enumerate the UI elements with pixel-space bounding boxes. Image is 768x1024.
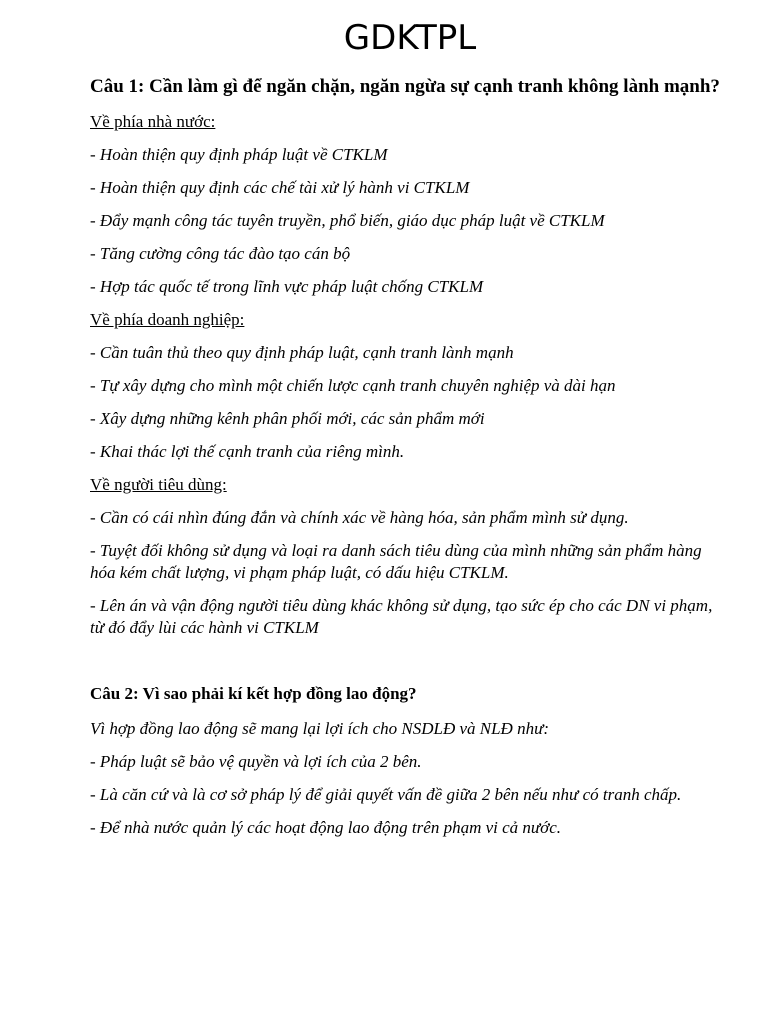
section-state xyxy=(90,111,728,298)
list-item: - Để nhà nước quản lý các hoạt động lao động trên phạm vi cả nước. xyxy=(90,818,562,837)
document-title: GDKTPL xyxy=(343,18,477,58)
list-item: - Xây dựng những kênh phân phối mới, các sản phẩm mới xyxy=(90,409,485,428)
question-2-heading: Câu 2: Vì sao phải kí kết hợp đồng lao động? xyxy=(90,684,417,703)
list-item: - Cần có cái nhìn đúng đắn và chính xác về hàng hóa, sản phẩm mình sử dụng. xyxy=(90,508,629,527)
section-heading-business: Về phía doanh nghiệp: xyxy=(90,310,245,329)
list-item: - Là căn cứ và là cơ sở pháp lý để giải quyết vấn đề giữa 2 bên nếu như có tranh chấp. xyxy=(90,785,682,804)
list-item: - Tăng cường công tác đào tạo cán bộ xyxy=(90,244,351,263)
question-1-heading: Câu 1: Cần làm gì để ngăn chặn, ngăn ngừa sự cạnh tranh không lành mạnh? xyxy=(90,76,720,97)
section-labor-contract xyxy=(90,718,728,839)
list-item: - Pháp luật sẽ bảo vệ quyền và lợi ích của 2 bên. xyxy=(90,752,422,771)
list-item: - Đẩy mạnh công tác tuyên truyền, phổ biến, giáo dục pháp luật về CTKLM xyxy=(90,211,605,230)
list-item: - Lên án và vận động người tiêu dùng khác không sử dụng, tạo sức ép cho các DN vi phạm, từ đó đẩy lùi các hành vi CTKLM xyxy=(90,596,713,637)
list-item: - Cần tuân thủ theo quy định pháp luật, cạnh tranh lành mạnh xyxy=(90,343,514,362)
list-item: - Hợp tác quốc tế trong lĩnh vực pháp luật chống CTKLM xyxy=(90,277,484,296)
section-business xyxy=(90,309,728,463)
section-consumer xyxy=(90,474,728,639)
question-2-intro: Vì hợp đồng lao động sẽ mang lại lợi ích cho NSDLĐ và NLĐ như: xyxy=(90,719,550,738)
section-heading-consumer: Về người tiêu dùng: xyxy=(90,475,227,494)
list-item: - Hoàn thiện quy định pháp luật về CTKLM xyxy=(90,145,388,164)
section-heading-state: Về phía nhà nước: xyxy=(90,112,216,131)
list-item: - Khai thác lợi thế cạnh tranh của riêng mình. xyxy=(90,442,405,461)
list-item: - Tuyệt đối không sử dụng và loại ra danh sách tiêu dùng của mình những sản phẩm hàng hóa kém chất lượng, vi phạm pháp luật, có dấu hiệu CTKLM. xyxy=(90,541,702,582)
list-item: - Tự xây dựng cho mình một chiến lược cạnh tranh chuyên nghiệp và dài hạn xyxy=(90,376,616,395)
list-item: - Hoàn thiện quy định các chế tài xử lý hành vi CTKLM xyxy=(90,178,470,197)
